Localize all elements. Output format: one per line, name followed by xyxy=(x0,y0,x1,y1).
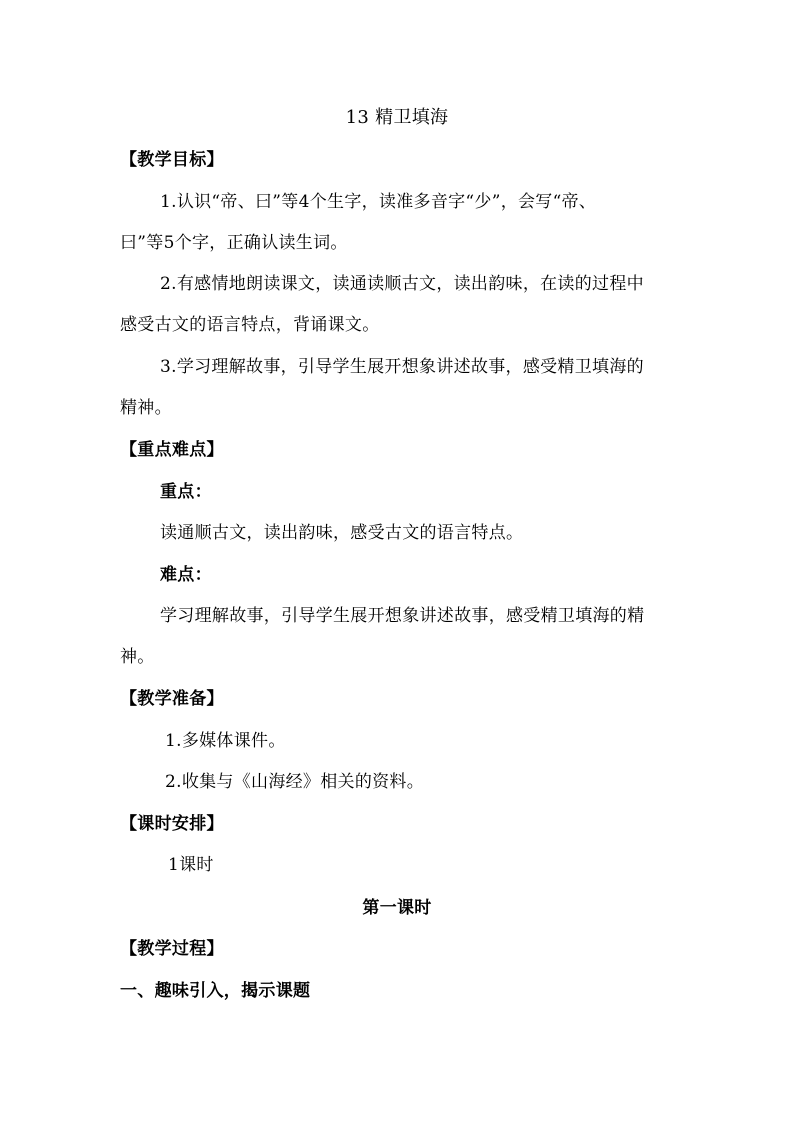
difficult-point-line-1: 学习理解故事，引导学生展开想象讲述故事，感受精卫填海的精 xyxy=(160,606,645,626)
section-heading-goals: 【教学目标】 xyxy=(120,150,224,170)
key-point-label: 重点： xyxy=(160,482,212,502)
difficult-point-label: 难点： xyxy=(160,565,212,585)
section-heading-process: 【教学过程】 xyxy=(120,939,224,959)
section-heading-key-points: 【重点难点】 xyxy=(120,440,224,460)
difficult-point-line-2: 神。 xyxy=(120,647,155,667)
section-heading-schedule: 【课时安排】 xyxy=(120,814,224,834)
preparation-item-1: 1.多媒体课件。 xyxy=(165,731,286,751)
section-heading-preparation: 【教学准备】 xyxy=(120,689,224,709)
lesson-title: 第一课时 xyxy=(362,898,432,918)
preparation-item-2: 2.收集与《山海经》相关的资料。 xyxy=(165,772,425,792)
goal-1-line-1: 1.认识“帝、曰”等4个生字，读准多音字“少”，会写“帝、 xyxy=(160,192,597,212)
goal-1-line-2: 曰”等5个字，正确认读生词。 xyxy=(120,233,348,253)
schedule-text: 1课时 xyxy=(168,855,214,875)
goal-2-line-1: 2.有感情地朗读课文，读通读顺古文，读出韵味，在读的过程中 xyxy=(160,274,644,294)
goal-2-line-2: 感受古文的语言特点，背诵课文。 xyxy=(120,315,380,335)
goal-3-line-1: 3.学习理解故事，引导学生展开想象讲述故事，感受精卫填海的 xyxy=(160,357,644,377)
process-step-1: 一、趣味引入，揭示课题 xyxy=(120,981,311,1001)
key-point-text: 读通顺古文，读出韵味，感受古文的语言特点。 xyxy=(160,523,524,543)
document-title: 13 精卫填海 xyxy=(345,107,449,128)
goal-3-line-2: 精神。 xyxy=(120,398,172,418)
